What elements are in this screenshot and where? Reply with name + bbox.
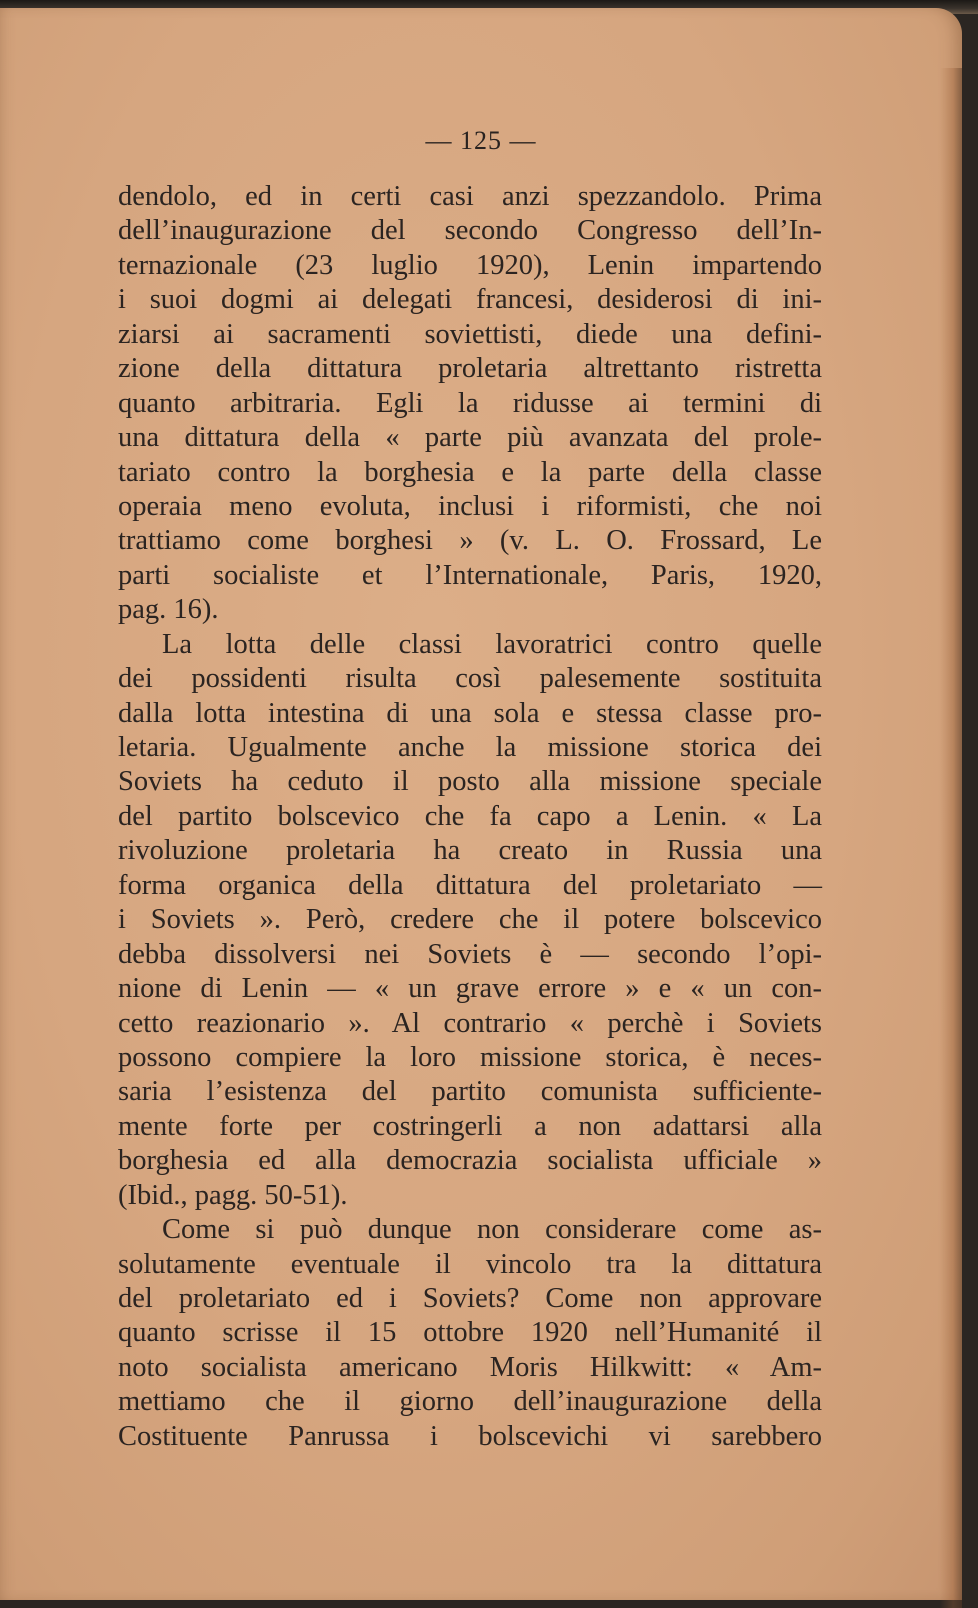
text-line: quanto arbitraria. Egli la ridusse ai termini di — [118, 387, 822, 419]
text-line: Come si può dunque non considerare come as- — [162, 1214, 822, 1246]
text-line: nione di Lenin — « un grave errore » e « un con- — [118, 973, 822, 1005]
text-line: dendolo, ed in certi casi anzi spezzandolo. Prima — [118, 181, 822, 212]
text-line: parti socialiste et l’Internationale, Paris, 1920, — [118, 559, 822, 591]
text-line: ziarsi ai sacramenti soviettisti, diede una defini- — [118, 318, 822, 350]
text-line: ternazionale (23 luglio 1920), Lenin impartendo — [118, 249, 822, 281]
book-page — [0, 8, 962, 1600]
body-text — [118, 180, 822, 1454]
text-line: pag. 16). — [118, 594, 219, 626]
page-edge-shadow — [940, 68, 962, 1608]
text-line: dei possidenti risulta così palesemente sostituita — [118, 663, 822, 695]
text-line: dell’inaugurazione del secondo Congresso dell’In- — [118, 215, 822, 247]
text-line: mente forte per costringerli a non adattarsi alla — [118, 1110, 822, 1142]
text-line: dalla lotta intestina di una sola e stessa classe pro- — [118, 697, 822, 729]
text-line: La lotta delle classi lavoratrici contro quelle — [162, 628, 822, 660]
text-line: borghesia ed alla democrazia socialista ufficiale » — [118, 1145, 822, 1177]
text-line: tariato contro la borghesia e la parte della classe — [118, 456, 822, 488]
text-line: solutamente eventuale il vincolo tra la dittatura — [118, 1248, 822, 1280]
text-line: zione della dittatura proletaria altrettanto ristretta — [118, 353, 822, 385]
text-line: trattiamo come borghesi » (v. L. O. Frossard, Le — [118, 525, 822, 557]
text-line: del partito bolscevico che fa capo a Lenin. « La — [118, 800, 822, 832]
text-line: forma organica della dittatura del proletariato — — [118, 869, 822, 901]
text-line: del proletariato ed i Soviets? Come non approvare — [118, 1283, 822, 1314]
text-line: i Soviets ». Però, credere che il potere bolscevico — [118, 904, 822, 936]
text-line: Soviets ha ceduto il posto alla missione speciale — [118, 766, 822, 798]
text-line: i suoi dogmi ai delegati francesi, desiderosi di ini- — [118, 284, 822, 316]
text-line: Costituente Panrussa i bolscevichi vi sarebbero — [118, 1420, 822, 1452]
text-line: letaria. Ugualmente anche la missione storica dei — [118, 732, 822, 763]
text-line: mettiamo che il giorno dell’inaugurazione della — [118, 1386, 822, 1418]
text-line: operaia meno evoluta, inclusi i riformisti, che noi — [118, 490, 822, 522]
text-line: saria l’esistenza del partito comunista sufficiente- — [118, 1076, 822, 1108]
text-line: rivoluzione proletaria ha creato in Russia una — [118, 835, 822, 867]
text-line: (Ibid., pagg. 50-51). — [118, 1179, 348, 1211]
text-line: cetto reazionario ». Al contrario « perchè i Soviets — [118, 1007, 822, 1039]
text-line: debba dissolversi nei Soviets è — secondo l’opi- — [118, 938, 822, 970]
text-line: una dittatura della « parte più avanzata del prole- — [118, 422, 822, 454]
text-line: possono compiere la loro missione storica, è neces- — [118, 1041, 822, 1073]
text-line: quanto scrisse il 15 ottobre 1920 nell’Humanité il — [118, 1317, 822, 1349]
page-number: — 125 — — [425, 126, 537, 155]
text-line: noto socialista americano Moris Hilkwitt: « Am- — [118, 1351, 822, 1383]
